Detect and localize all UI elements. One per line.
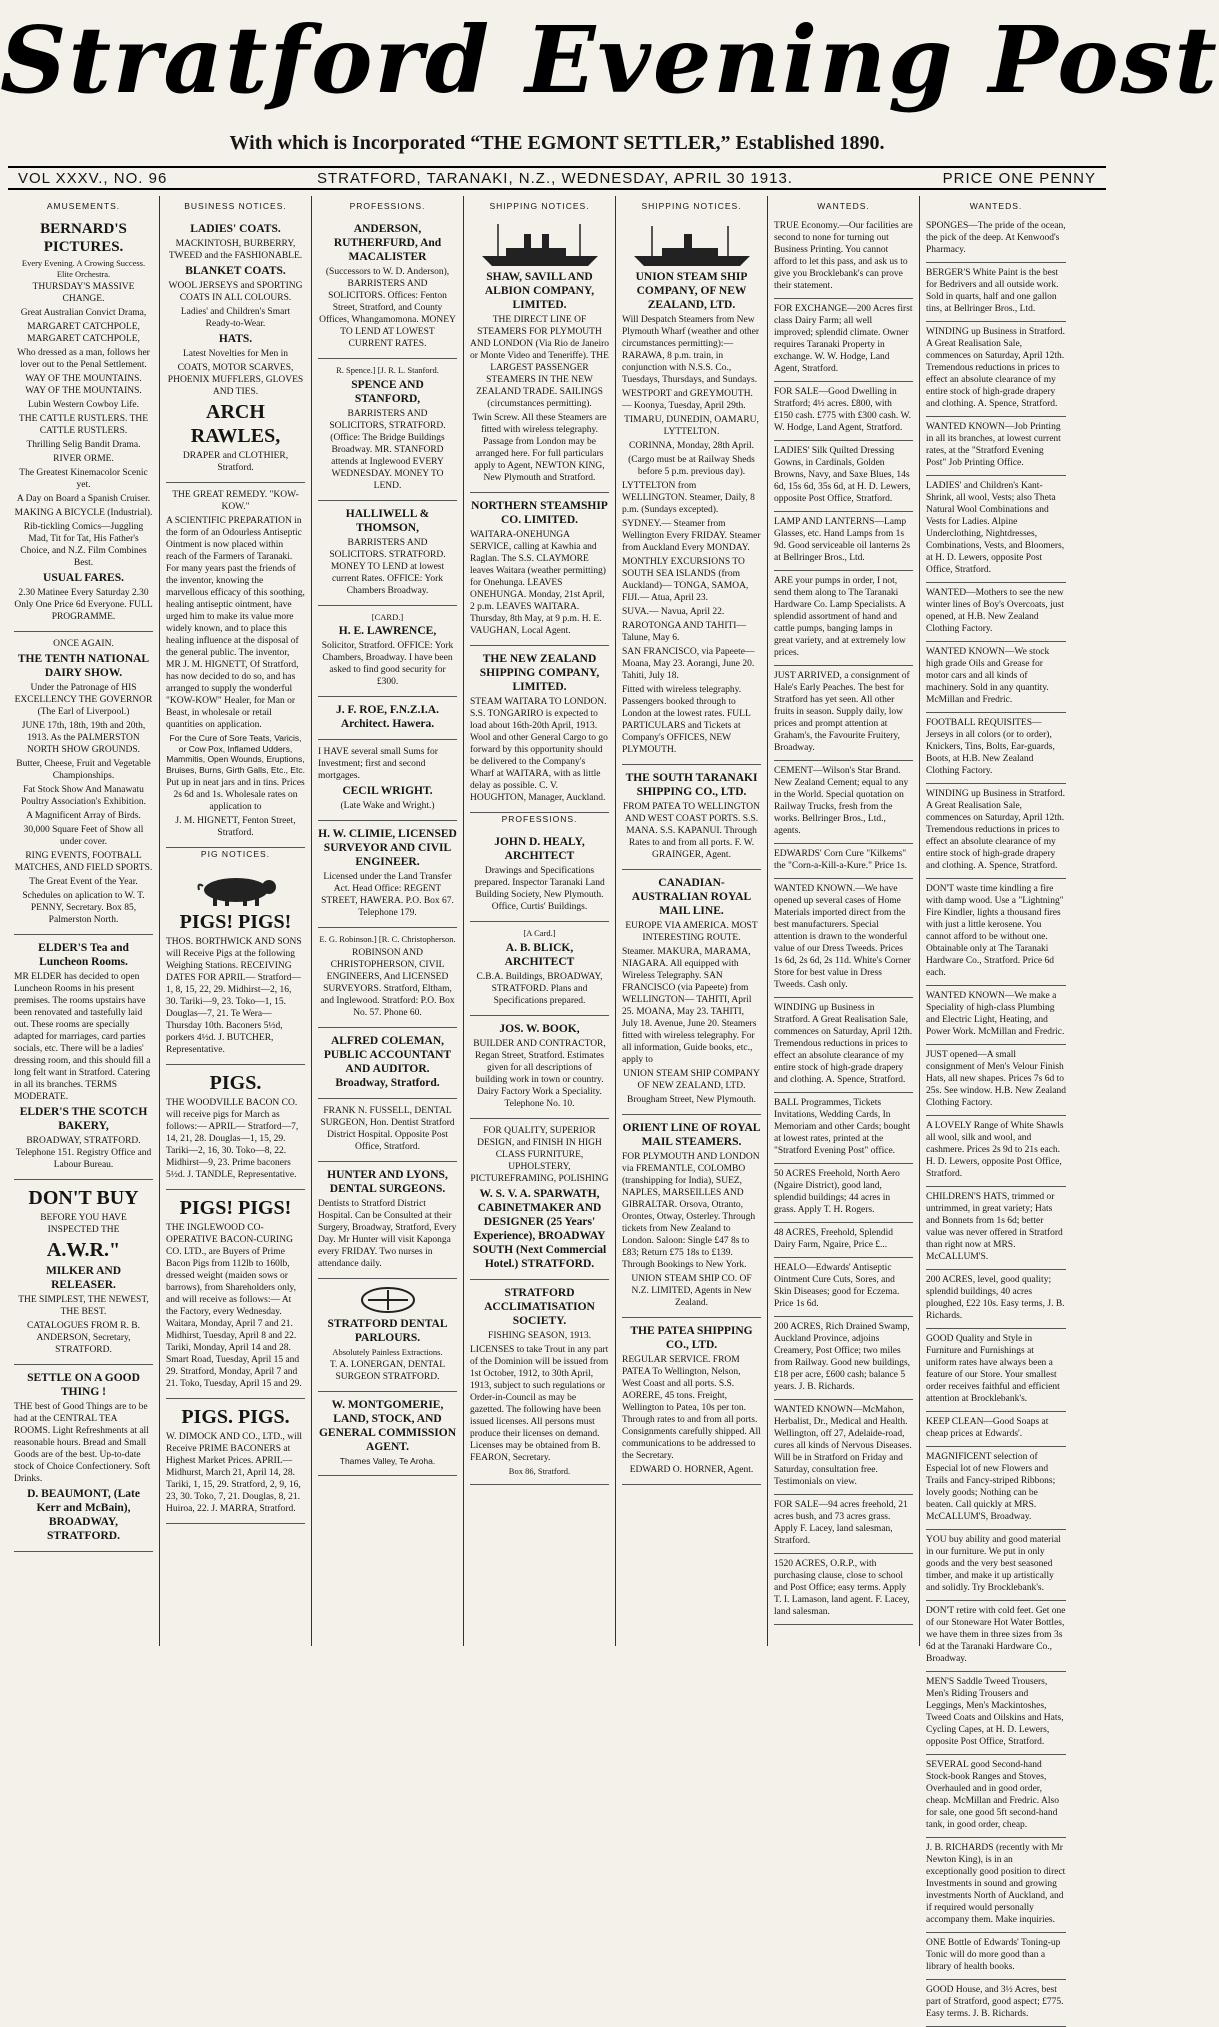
ad-title: THE NEW ZEALAND SHIPPING COMPANY, LIMITED.	[479, 653, 600, 693]
ad-canadian-australian	[622, 870, 761, 1115]
ad-orient-line	[622, 1115, 761, 1318]
classified: A LOVELY Range of White Shawls all wool, silk and wool, and cashmere. Prices 2s 9d to 21s each. H. D. Lewers, opposite Post Office, Stratford.	[926, 1116, 1066, 1187]
ad-northern-steamship	[470, 493, 609, 646]
ad-text: FOR PLYMOUTH AND LONDON via FREMANTLE, COLOMBO (transhipping for India), SUEZ, NAPLES, MARSEILLES AND GIBRALTAR. Orsova, Otranto, Orontes, Otway, Osterley. Through tickets from New Zealand to London. Saloon: Single £47 8s to £83; Return £75 18s to £139. Through Bookings to New York.	[622, 1152, 760, 1270]
ad-robinson	[318, 928, 457, 1028]
classified: MEN'S Saddle Tweed Trousers, Men's Riding Trousers and Leggings, Men's Mackintoshes, Tweed Coats and Oilskins and Hats, Cycling Capes, at H. D. Lewers, opposite Post Office, Stratford.	[926, 1672, 1066, 1755]
ad-text: SYDNEY.— Steamer from Wellington Every FRIDAY. Steamer from Auckland Every MONDAY.	[622, 519, 761, 553]
ad-title: A. B. BLICK, ARCHITECT	[504, 941, 575, 968]
ad-coleman	[318, 1028, 457, 1099]
column-header: WANTEDS.	[817, 201, 870, 211]
ad-text: I HAVE several small Sums for Investment; first and second mortgages.	[318, 747, 438, 781]
classified: WANTED—Mothers to see the new winter lines of Boy's Overcoats, just opened, at H.B. New Zealand Clothing Factory.	[926, 583, 1066, 642]
ad-text: Will Despatch Steamers from New Plymouth Wharf (weather and other circumstances permitting):— RARAWA, 8 p.m. train, in conjunction with N.S.S. Co., Tuesdays, Thursdays, and Sundays.	[622, 315, 760, 385]
ad-text: THE WOODVILLE BACON CO. will receive pigs for March as follows:— APRIL— Stratford—7, 14, 21, 28. Douglas—1, 15, 29. Tariki—2, 16, 30. Toko—8, 22. Midhirst—9, 23. Prime baconers 5½d. J. TANDLE, Representative.	[166, 1098, 299, 1180]
column-header: SHIPPING NOTICES.	[489, 201, 590, 211]
ad-woodville-bacon	[166, 1065, 305, 1190]
ad-text: CATALOGUES FROM R. B. ANDERSON, Secretary, STRATFORD.	[27, 1321, 140, 1355]
ad-text: 2.30 Matinee Every Saturday 2.30 Only One Price 6d Everyone. FULL PROGRAMME.	[14, 588, 153, 622]
ad-fussell	[318, 1099, 457, 1162]
ad-title: SPENCE AND STANFORD,	[351, 378, 424, 405]
ad-title: ARCH RAWLES,	[190, 401, 281, 447]
column-shipping-1	[464, 196, 616, 1646]
ad-text: D. BEAUMONT, (Late Kerr and McBain), BROADWAY, STRATFORD.	[27, 1488, 140, 1542]
classified: EDWARDS' Corn Cure "Kilkems" the "Corn-a-Kill-a-Kure." Price 1s.	[774, 844, 913, 879]
ad-title: W. MONTGOMERIE, LAND, STOCK, AND GENERAL COMMISSION AGENT.	[318, 1399, 457, 1453]
ad-text: RING EVENTS, FOOTBALL MATCHES, AND FIELD SPORTS.	[14, 851, 153, 873]
dateline	[8, 166, 1106, 190]
ad-text: Under the Patronage of HIS EXCELLENCY THE GOVERNOR (The Earl of Liverpool.)	[14, 683, 153, 717]
classified: JUST ARRIVED, a consignment of Hale's Early Peaches. The best for Stratford has yet seen. All other fruits in season. Supply daily, low prices and prompt attention at Graham's, the Favourite Fruitery, Broadway.	[774, 666, 913, 761]
crest-illustration	[328, 1285, 448, 1315]
ad-title: W. S. V. A. SPARWATH, CABINETMAKER AND DESIGNER (25 Years' Experience), BROADWAY SOUTH (Next Commercial Hotel.) STRATFORD.	[472, 1187, 607, 1270]
column-shipping-2	[616, 196, 768, 1646]
classified: WINDING up Business in Stratford. A Great Realisation Sale, commences on Saturday, April 12th. Tremendous reductions in prices to effect an absolute clearance of my entire stock of high-grade drapery and clothing. A. Spence, Stratford.	[774, 998, 913, 1093]
ad-title: SETTLE ON A GOOD THING !	[27, 1372, 140, 1398]
ad-text: A SCIENTIFIC PREPARATION in the form of an Odourless Antiseptic Ointment is now placed within reach of the Farmers of Taranaki. For many years past the friends of the inventor, knowing the marvellous efficacy of this soothing, healing antiseptic ointment, have urged him to make its value more widely known, and to place this healing influence at the disposal of the general public. The inventor, MR J. M. HIGNETT, Of Stratford, has now decided to do so, and has arranged to supply the wonderful "KOW-KOW" Healer, for Man or Beast, in wholesale or retail quantities on application.	[166, 516, 305, 730]
ad-title: SHAW, SAVILL AND ALBION COMPANY, LIMITED.	[484, 271, 595, 311]
ad-title: PIGS! PIGS!	[179, 1197, 292, 1219]
classified: 200 ACRES, level, good quality; splendid buildings, 40 acres ploughed, £22 10s. Easy terms, J. B. Richards.	[926, 1270, 1066, 1329]
ad-text: Schedules on aplication to W. T. PENNY, Secretary. Box 85, Palmerston North.	[22, 891, 145, 925]
ad-text: The Great Event of the Year.	[29, 877, 138, 887]
ad-text: J. M. HIGNETT, Fenton Street, Stratford.	[175, 816, 296, 838]
ad-nz-shipping	[470, 646, 609, 813]
ad-text: SUVA.— Navua, April 22.	[622, 607, 725, 617]
ad-text: [CARD.]	[371, 611, 404, 622]
ad-text: DRAPER and CLOTHIER, Stratford.	[182, 451, 289, 473]
ad-bernards-pictures	[14, 216, 153, 632]
ad-text: [A Card.]	[523, 928, 556, 938]
classified: BALL Programmes, Tickets Invitations, Wedding Cards, In Memoriam and other Cards; bought at lowest rates, printed at the "Stratford Evening Post" office.	[774, 1093, 913, 1164]
classified: WANTED KNOWN—We make a Speciality of high-class Plumbing and Electric Light, Heating, and Power Work. McMillan and Fredric.	[926, 986, 1066, 1045]
column-header: PROFESSIONS.	[349, 201, 426, 211]
ad-text: WESTPORT and GREYMOUTH.— Koonya, Tuesday, April 29th.	[622, 389, 753, 411]
ad-title: STRATFORD ACCLIMATISATION SOCIETY.	[484, 1286, 595, 1327]
ad-text: A Day on Board a Spanish Cruiser.	[16, 494, 151, 504]
steamship-illustration	[628, 222, 756, 268]
classified: WINDING up Business in Stratford. A Great Realisation Sale, commences on Saturday, April 12th. Tremendous reductions in prices to effect an absolute clearance of my entire stock of high-grade drapery and clothing. A. Spence, Stratford.	[926, 784, 1066, 879]
ad-text: SAN FRANCISCO, via Papeete— Moana, May 23. Aorangi, June 20. Tahiti, July 18.	[622, 647, 755, 681]
ad-dairy-show	[14, 632, 153, 935]
classified: GOOD Quality and Style in Furniture and Furnishings at uniform rates have always been a feature of our Store. Your smallest order receives faithful and efficient attention at Brocklebank's.	[926, 1329, 1066, 1412]
ad-text: LYTTELTON from WELLINGTON. Steamer, Daily, 8 p.m. (Sundays excepted).	[622, 481, 755, 515]
ad-text: UNION STEAM SHIP CO. OF N.Z. LIMITED, Agents in New Zealand.	[631, 1274, 752, 1308]
place-date: STRATFORD, TARANAKI, N.Z., WEDNESDAY, APRIL 30 1913.	[316, 169, 793, 187]
ad-text: (Cargo must be at Railway Sheds before 5 p.m. previous day).	[628, 455, 755, 477]
ad-text: (Successors to W. D. Anderson), BARRISTERS AND SOLICITORS. Offices: Fenton Street, Stratford, and County Offices, Whangamomona. MONEY TO LEND AT LOWEST CURRENT RATES.	[319, 267, 456, 349]
ad-text: STEAM WAITARA TO LONDON. S.S. TONGARIRO is expected to load about 16th-20th April, 1913. Wool and other General Cargo to go forward by this opportunity should be delivered to the Company's Wharf at WAITARA, with as little delay as possible. C. V. HOUGHTON, Manager, Auckland.	[470, 697, 608, 803]
ad-text: LICENSES to take Trout in any part of the Dominion will be issued from 1st October, 1912, to 30th April, 1913, subject to such regulations or Order-in-Council as may be gazetted. The following have been issued licenses. All persons must produce their licenses on demand. Licenses may be obtained from B. FEARON, Secretary.	[470, 1344, 609, 1463]
ad-title: THE PATEA SHIPPING CO., LTD.	[630, 1325, 753, 1351]
ad-dental-parlours	[318, 1279, 457, 1393]
ad-text: 30,000 Square Feet of Show all under cover.	[23, 825, 144, 847]
ad-text: Lubin Western Cowboy Life.	[28, 400, 139, 410]
column-wanteds-2	[920, 196, 1072, 2019]
ad-title: UNION STEAM SHIP COMPANY, OF NEW ZEALAND, LTD.	[635, 271, 748, 311]
classified: ONE Bottle of Edwards' Toning-up Tonic will do more good than a library of health books.	[926, 1933, 1066, 1980]
ad-title: ORIENT LINE OF ROYAL MAIL STEAMERS.	[622, 1122, 761, 1148]
ad-text: Licensed under the Land Transfer Act. Head Office: REGENT STREET, HAWERA. P.O. Box 67. Telephone 179.	[321, 872, 454, 918]
ad-title: JOS. W. BOOK,	[499, 1022, 580, 1035]
classified: BERGER'S White Paint is the best for Bedrivers and all outside work. Sold in quarts, half and one gallon tins, at Bellringer Bros., Ltd.	[926, 263, 1066, 322]
newspaper-title: Stratford Evening Post	[0, 6, 1219, 114]
steamship-illustration	[476, 222, 604, 268]
ad-title: CECIL WRIGHT.	[342, 785, 433, 797]
ad-patea-shipping	[622, 1318, 761, 1485]
ad-text: E. G. Robinson.] [R. C. Christopherson.	[319, 934, 456, 944]
ad-text: ELDER'S THE SCOTCH BAKERY,	[19, 1106, 148, 1132]
ad-text: Rib-tickling Comics—Juggling Mad, Tit for Tat, His Father's Choice, and N.Z. Film Combines Best.	[20, 522, 147, 568]
ad-text: BARRISTERS AND SOLICITORS, STRATFORD. (Office: The Bridge Buildings Broadway. MR. STANFORD attends at Inglewood EVERY WEDNESDAY. MONEY TO LEND.	[329, 408, 446, 491]
ad-text: Great Australian Convict Drama,	[20, 308, 147, 318]
ad-text: R. Spence.] [J. R. L. Stanford.	[336, 365, 439, 375]
classified: LADIES' and Children's Kant-Shrink, all wool, Vests; also Theta Natural Wool Combinations and Vests for Ladies. Alpine Underclothing, Nightdresses, Combinations, Vests, and Bloomers, at H. D. Lewers, opposite Post Office, Stratford.	[926, 476, 1066, 583]
classified: CHILDREN'S HATS, trimmed or untrimmed, in great variety; Hats and Bonnets from 1s 6d; better value was never offered in Stratford than right now at MRS. McCALLUM'S.	[926, 1187, 1066, 1270]
classified: 200 ACRES, Rich Drained Swamp, Auckland Province, adjoins Creamery, Post Office; two miles from Railway. Good new buildings, £18 per acre, £600 cash; balance 5 years. J. B. Richards.	[774, 1317, 913, 1400]
ad-text: Every Evening. A Crowing Success. Elite Orchestra.	[21, 258, 146, 279]
ad-text: WAITARA-ONEHUNGA SERVICE, calling at Kawhia and Raglan. The S.S. CLAYMORE leaves Waitara (weather permitting) for Onehunga. LEAVES ONEHUNGA. Monday, 21st April, 2 p.m. LEAVES WAITARA. Thursday, 8th May, at 9 p.m. H. E. VAUGHAN, Local Agent.	[470, 530, 606, 636]
ad-healy	[470, 829, 609, 922]
ad-text: BUILDER AND CONTRACTOR, Regan Street, Stratford. Estimates given for all descriptions of building work in town or country. Dairy Factory Work a Speciality. Telephone No. 10.	[473, 1038, 606, 1109]
pig-illustration	[181, 870, 291, 908]
ad-text: BEFORE YOU HAVE INSPECTED THE	[40, 1213, 127, 1235]
column-header: WANTEDS.	[969, 201, 1023, 211]
ad-text: COATS, MOTOR SCARVES, PHOENIX MUFFLERS, GLOVES AND TIES.	[167, 363, 304, 397]
ad-text: EDWARD O. HORNER, Agent.	[629, 1465, 754, 1475]
classified: LADIES' Silk Quilted Dressing Gowns, in Cardinals, Golden Browns, Navy, and Saxe Blues, 14s 6d, 15s 6d, 35s 6d, at H. D. Lewers, opposite Post Office, Stratford.	[774, 441, 913, 512]
ad-text: FOR QUALITY, SUPERIOR DESIGN, and FINISH IN HIGH CLASS FURNITURE, UPHOLSTERY, PICTUREFRAMING, POLISHING	[470, 1125, 609, 1184]
classified: WANTED KNOWN.—We have opened up several cases of Home Materials imported direct from the best manufacturers. Special attention is drawn to the wonderful value of our Dress Tweeds. Prices 1s 6d, 2s 6d, 2s 11d. White's Corner Store for best value in Dress Tweeds. Cash only.	[774, 879, 913, 998]
classified: J. B. RICHARDS (recently with Mr Newton King), is in an exceptionally good position to direct Investments in sound and growing investments North of Auckland, and if required would personally accompany them. Make inquiries.	[926, 1838, 1066, 1933]
ad-hunter-lyons	[318, 1162, 457, 1279]
ad-acclimatisation	[470, 1280, 609, 1486]
ad-title: ELDER'S Tea and Luncheon Rooms.	[38, 942, 129, 968]
ad-text: MILKER AND RELEASER.	[45, 1265, 122, 1291]
ad-title: THE TENTH NATIONAL DAIRY SHOW.	[17, 653, 150, 679]
ad-lawrence	[318, 606, 457, 698]
column-header: AMUSEMENTS.	[46, 201, 121, 211]
ad-title: H. E. LAWRENCE,	[338, 625, 437, 637]
classified: MAGNIFICENT selection of Especial lot of new Flowers and Trails and Fancy-striped Ribbons; lovely goods; Nothing can be beaten. Call quickly at MRS. McCALLUM'S, Broadway.	[926, 1447, 1066, 1530]
classified: WANTED KNOWN—Job Printing in all its branches, at lowest current rates, at the "Stratford Evening Post" Job Printing Office.	[926, 417, 1066, 476]
ad-blick	[470, 922, 609, 1016]
ad-central-tea-rooms	[14, 1365, 153, 1552]
columns	[8, 196, 1106, 2019]
ad-borthwick-pigs	[166, 864, 305, 1065]
ad-text: THE CATTLE RUSTLERS. THE CATTLE RUSTLERS.	[18, 414, 149, 436]
ad-title: J. F. ROE, F.N.Z.I.A. Architect. Hawera.	[336, 704, 439, 730]
ad-title: STRATFORD DENTAL PARLOURS.	[327, 1317, 448, 1344]
ad-text: Box 86, Stratford.	[508, 1465, 571, 1476]
ad-title: THE GREAT REMEDY. "KOW-KOW."	[172, 490, 299, 512]
classified: YOU buy ability and good material in our furniture. We put in only goods and the very best seasoned timber, and make it up artistically and solidly. Try Brocklebank's.	[926, 1530, 1066, 1601]
ad-title: DON'T BUY	[28, 1187, 139, 1209]
ad-title: ANDERSON, RUTHERFURD, And MACALISTER	[333, 223, 442, 263]
ad-text: Twin Screw. All these Steamers are fitted with wireless telegraphy. Passage from London may be arranged here. For full particulars apply to Agent, NEWTON KING, New Plymouth and Stratford.	[472, 413, 607, 483]
column-header: PIG NOTICES.	[200, 849, 271, 859]
classified: 48 ACRES, Freehold, Splendid Dairy Farm, Ngaire, Price £...	[774, 1223, 913, 1258]
ad-book	[470, 1016, 609, 1119]
classified: KEEP CLEAN—Good Soaps at cheap prices at Edwards'.	[926, 1412, 1066, 1447]
classified: FOR SALE—Good Dwelling in Stratford; 4½ acres. £800, with £150 cash. £775 with £300 cash. W. W. Hodge, Land Agent, Stratford.	[774, 382, 913, 441]
classified: FOOTBALL REQUISITES—Jerseys in all colors (or to order), Knickers, Tins, Bolts, Ear-guards, Boots, at H.B. New Zealand Clothing Factory.	[926, 713, 1066, 784]
classified: ARE your pumps in order, I not, send them along to The Taranaki Hardware Co. Lamp Specialists. A splendid assortment of hand and cattle pumps, banging lamps in great variety, and at extremely low prices.	[774, 571, 913, 666]
classified: CEMENT—Wilson's Star Brand. New Zealand Cement; equal to any in the World. Special quotation on Railway Trucks, fresh from the works. Bellringer Bros., Ltd., agents.	[774, 761, 913, 844]
ad-text: JUNE 17th, 18th, 19th and 20th, 1913. As the PALMERSTON NORTH SHOW GROUNDS.	[21, 721, 146, 755]
ad-text: Butter, Cheese, Fruit and Vegetable Championships.	[16, 759, 151, 781]
ad-text: Steamer. MAKURA, MARAMA, NIAGARA. All equipped with Wireless Telegraphy. SAN FRANCISCO (via Papeete) from WELLINGTON— TAHITI, April 25. MOANA, May 23. TAHITI, July 18. Avenue, June 20. Steamers fitted with wireless telegraphy. For all information, Guide books, etc., apply to	[622, 947, 757, 1065]
classified: DON'T retire with cold feet. Get one of our Stoneware Hot Water Bottles, we have them in three sizes from 3s 6d at the Taranaki Hardware Co., Broadway.	[926, 1601, 1066, 1672]
ad-text: MONTHLY EXCURSIONS TO SOUTH SEA ISLANDS (from Auckland)— TONGA, SAMOA, FIJI.— Atua, April 23.	[622, 557, 749, 603]
ad-text: MARGARET CATCHPOLE, MARGARET CATCHPOLE,	[27, 322, 140, 344]
classified: FOR EXCHANGE—200 Acres first class Dairy Farm; all well improved; splendid climate. Owner requires Taranaki Property in exchange. W. W. Hodge, Land Agent, Stratford.	[774, 299, 913, 382]
ad-text: THURSDAY'S MASSIVE CHANGE.	[32, 282, 135, 304]
ad-kow-kow	[166, 483, 305, 848]
ad-text: MAKING A BICYCLE (Industrial).	[14, 508, 153, 518]
classified: WANTED KNOWN—McMahon, Herbalist, Dr., Medical and Health. Wellington, off 27, Adelaide-road, cures all kinds of Nervous Diseases. Will be in Stratford on Friday and Saturday, consultation free. Testimonials on view.	[774, 1400, 913, 1495]
ad-text: RIVER ORME.	[53, 454, 114, 464]
classified: 1520 ACRES, O.R.P., with purchasing clause, close to school and Post Office; easy terms. Apply T. I. Lamason, land agent. F. Lacey, land salesman.	[774, 1554, 913, 1625]
ad-text: THOS. BORTHWICK AND SONS will Receive Pigs at the following Weighing Stations. RECEIVING DATES FOR APRIL— Stratford—1, 8, 15, 22, 29. Midhirst—2, 16, 30. Tariki—9, 23. Toko—1, 15. Douglas—7, 21. Te Wera—Thursday 10th. Baconers 5½d, porkers 4½d. J. BUTCHER, Representative.	[166, 937, 302, 1055]
ad-south-taranaki-shipping	[622, 765, 761, 870]
ad-text: Fitted with wireless telegraphy. Passengers booked through to London at the lowest rates. FULL PARTICULARS and Tickets at Company's OFFICES, NEW PLYMOUTH.	[622, 685, 751, 755]
classified: WANTED KNOWN—We stock high grade Oils and Grease for motor cars and all kinds of machinery. Sold in any quantity. McMillan and Fredric.	[926, 642, 1066, 713]
column-amusements	[8, 196, 160, 1646]
ad-halliwell	[318, 501, 457, 606]
ad-spence-stanford	[318, 359, 457, 501]
classified: GOOD House, and 3½ Acres, best part of Stratford, good aspect; £775. Easy terms. J. B. Richards.	[926, 1980, 1066, 2027]
ad-title: PIGS.	[209, 1072, 262, 1094]
ad-title: NORTHERN STEAMSHIP CO. LIMITED.	[471, 500, 608, 526]
ad-text: FISHING SEASON, 1913.	[488, 1330, 591, 1341]
ad-cecil-wright	[318, 740, 457, 821]
classified: JUST opened—A small consignment of Men's Velour Finish Hats, all new shapes. Prices 7s 6d to 25s. See window. H.B. New Zealand Clothing Factory.	[926, 1045, 1066, 1116]
price: PRICE ONE PENNY	[942, 169, 1096, 187]
ad-text: ROBINSON AND CHRISTOPHERSON, CIVIL ENGINEERS, And LICENSED SURVEYORS. Stratford, Eltham, and Inglewood. Stratford: P.O. Box No. 57. Phone 60.	[320, 947, 455, 1018]
ad-title: BLANKET COATS.	[185, 265, 286, 277]
classified: WINDING up Business in Stratford. A Great Realisation Sale, commences on Saturday, April 12th. Tremendous reductions in prices to effect an absolute clearance of my entire stock of high-grade drapery and clothing. A. Spence, Stratford.	[926, 322, 1066, 417]
ad-anderson	[318, 216, 457, 359]
classified: LAMP AND LANTERNS—Lamp Glasses, etc. Hand Lamps from 1s 9d. Good serviceable oil lanterns 2s at Bellringer Bros., Ltd.	[774, 512, 913, 571]
masthead-subtitle: With which is Incorporated “THE EGMONT SETTLER,” Established 1890.	[229, 132, 885, 154]
ad-text: The Greatest Kinemacolor Scenic yet.	[19, 468, 148, 490]
ad-text: Absolutely Painless Extractions.	[332, 1346, 443, 1357]
ad-text: ONCE AGAIN.	[53, 639, 114, 649]
ad-text: FROM PATEA TO WELLINGTON AND WEST COAST PORTS. S.S. MANA. S.S. KAPANUI. Through Rates to and from all ports. F. W. GRAINGER, Agent.	[623, 802, 760, 860]
ad-dimock-pigs	[166, 1399, 305, 1524]
ad-title: FRANK N. FUSSELL, DENTAL SURGEON, Hon. Dentist Stratford District Hospital. Opposite Post Office, Stratford.	[320, 1105, 455, 1152]
ad-text: Ladies' and Children's Smart Ready-to-Wear.	[180, 307, 291, 329]
column-professions	[312, 196, 464, 1646]
masthead	[0, 0, 1219, 154]
ad-text: BARRISTERS AND SOLICITORS. STRATFORD. MONEY TO LEND at lowest current Rates. OFFICE: York Chambers Broadway.	[329, 537, 446, 596]
column-header: PROFESSIONS.	[501, 814, 578, 824]
ad-text: MR ELDER has decided to open Luncheon Rooms in his present premises. The rooms upstairs have been renovated and tastefully laid out. These rooms are specially adapted for marriages, card parties socials, etc. There will be a ladies' dressing room, and this should fill a long felt want in Stratford. Catering in all its branches. TERMS MODERATE.	[14, 972, 151, 1102]
ad-title: JOHN D. HEALY, ARCHITECT	[494, 836, 585, 862]
ad-text: USUAL FARES.	[43, 572, 124, 584]
ad-title: HATS.	[218, 333, 253, 345]
ad-text: WAY OF THE MOUNTAINS. WAY OF THE MOUNTAINS.	[25, 374, 142, 396]
ad-text: MACKINTOSH, BURBERRY, TWEED and the FASHIONABLE.	[168, 239, 303, 261]
ad-text: UNION STEAM SHIP COMPANY OF NEW ZEALAND, LTD.	[623, 1069, 760, 1091]
column-header: BUSINESS NOTICES.	[184, 201, 287, 211]
ad-text: THE SIMPLEST, THE NEWEST, THE BEST.	[18, 1295, 149, 1317]
ad-union-steam-ship	[622, 216, 761, 765]
ad-roe	[318, 697, 457, 740]
ad-title: ALFRED COLEMAN, PUBLIC ACCOUNTANT AND AUDITOR. Broadway, Stratford.	[323, 1034, 452, 1089]
ad-text: Fat Stock Show And Manawatu Poultry Association's Exhibition.	[21, 785, 146, 807]
ad-text: For the Cure of Sore Teats, Varicis, or Cow Pox, Inflamed Udders, Mammitis, Open Wounds, Eruptions, Bruises, Burns, Girth Galls, Etc., Etc.	[166, 733, 305, 775]
ad-text: THE INGLEWOOD CO-OPERATIVE BACON-CURING CO. LTD., are Buyers of Prime Bacon Pigs from 112lb to 160lb, dressed weight (maiden sows or barrows), from Shareholders only, and will receive as follows:— At the Factory, every Wednesday. Waitara, Monday, April 7 and 21. Midhirst, Tuesday, April 8 and 22. Tariki, Monday, April 14 and 28. Smart Road, Tuesday, April 15 and 29. Stratford, Monday, April 7 and 21. Toko, Tuesday, April 15 and 29.	[166, 1223, 302, 1389]
ad-text: CORINNA, Monday, 28th April.	[629, 441, 754, 451]
ad-text: C.B.A. Buildings, BROADWAY, STRATFORD. Plans and Specifications prepared.	[476, 971, 603, 1006]
ad-text: Thrilling Selig Bandit Drama.	[26, 440, 141, 450]
ad-shaw-savill	[470, 216, 609, 493]
classified: SPONGES—The pride of the ocean, the pick of the deep. At Kenwood's Pharmacy.	[926, 216, 1066, 263]
ad-text: Latest Novelties for Men in	[182, 349, 288, 359]
ad-inglewood-bacon	[166, 1190, 305, 1399]
ad-text: EUROPE VIA AMERICA. MOST INTERESTING ROUTE.	[625, 921, 758, 943]
ad-text: TIMARU, DUNEDIN, OAMARU, LYTTELTON.	[624, 415, 759, 437]
ad-text: Drawings and Specifications prepared. Inspector Taranaki Land Building Society, New Plymouth. Office, Curtis' Buildings.	[474, 866, 605, 912]
ad-title: A.W.R."	[46, 1239, 121, 1261]
classified: SEVERAL good Second-hand Stock-book Ranges and Stoves, Overhauled and in good order, cheap. McMillan and Fredric. Also for sale, one good 5ft second-hand tank, in good order, cheap.	[926, 1755, 1066, 1838]
classified: 50 ACRES Freehold, North Aero (Ngaire District), good land, splendid buildings; 44 acres in grass. Apply T. H. Rogers.	[774, 1164, 913, 1223]
column-business-notices	[160, 196, 312, 1646]
ad-text: BROADWAY, STRATFORD. Telephone 151. Registry Office and Labour Bureau.	[15, 1136, 152, 1170]
ad-text: RAROTONGA AND TAHITI— Talune, May 6.	[622, 621, 746, 643]
ad-text: Dentists to Stratford District Hospital. Can be Consulted at their Surgery, Broadway, Stratford, Every Day. Mr Hunter will visit Kaponga every FRIDAY. Two nurses in attendance daily.	[318, 1198, 457, 1269]
classified: HEALO—Edwards' Antiseptic Ointment Cure Cuts, Sores, and Skin Diseases; good for Eczema. Price 1s 6d.	[774, 1258, 913, 1317]
column-header: SHIPPING NOTICES.	[641, 201, 742, 211]
ad-text: Solicitor, Stratford. OFFICE: York Chambers, Broadway. I have been asked to find good security for £300.	[321, 641, 454, 687]
ad-title: H. W. CLIMIE, LICENSED SURVEYOR AND CIVIL ENGINEER.	[318, 828, 457, 868]
classified: TRUE Economy.—Our facilities are second to none for turning out Business Printing. You cannot afford to let this pass, and ask us to give you Brocklebank's can prove their statement.	[774, 216, 913, 299]
ad-text: W. DIMOCK AND CO., LTD., will Receive PRIME BACONERS at Highest Market Prices. APRIL— Midhurst, March 21, April 14, 28. Tariki, 1, 15, 29. Stratford, 2, 9, 16, 23, 30. Toko, 7, 21. Douglas, 8, 21. Huiroa, 22. J. MARRA, Stratford.	[166, 1432, 303, 1514]
classified: DON'T waste time kindling a fire with damp wood. Use a "Lightning" Fire Kindler, lights a thousand fires with just a little kerosene. You cannot afford to be without one. Obtainable only at The Taranaki Hardware Co., Stratford. Price 6d each.	[926, 879, 1066, 986]
ad-text: THE DIRECT LINE OF STEAMERS FOR PLYMOUTH AND LONDON (Via Rio de Janeiro or Monte Video and Teneriffe). THE LARGEST PASSENGER STEAMERS IN THE NEW ZEALAND TRADE. SAILINGS (circumstances permitting).	[470, 315, 609, 409]
ad-text: REGULAR SERVICE. FROM PATEA To Wellington, Nelson, West Coast and all ports. S.S. AORERE, 45 tons. Freight, Wellington to Patea, 10s per ton. Through rates to and from all ports. Consignments carefully shipped. All communications to be addressed to the Secretary.	[622, 1355, 761, 1461]
ad-text: Who dressed as a man, follows her lover out to the Penal Settlement.	[17, 348, 150, 370]
ad-text: Put up in neat jars and in tins. Prices 2s 6d and 1s. Wholesale rates on application to	[166, 778, 305, 812]
ad-title: LADIES' COATS.	[190, 223, 281, 235]
ad-title: CANADIAN-AUSTRALIAN ROYAL MAIL LINE.	[631, 877, 752, 917]
ad-title: THE SOUTH TARANAKI SHIPPING CO., LTD.	[625, 772, 758, 798]
ad-montgomerie	[318, 1392, 457, 1476]
ad-awr-milker	[14, 1180, 153, 1365]
ad-text: A Magnificent Array of Birds.	[26, 811, 141, 821]
ad-title: HALLIWELL & THOMSON,	[345, 507, 430, 534]
ad-climie	[318, 821, 457, 928]
ad-sparwath	[470, 1119, 609, 1280]
volume-number: VOL XXXV., NO. 96	[18, 169, 168, 187]
ad-text: Brougham Street, New Plymouth.	[626, 1095, 757, 1105]
ad-arch-rawles	[166, 216, 305, 483]
ad-title: PIGS! PIGS!	[179, 911, 292, 933]
column-wanteds-1	[768, 196, 920, 1646]
ad-title: PIGS. PIGS.	[181, 1406, 290, 1428]
ad-text: T. A. LONERGAN, DENTAL SURGEON STRATFORD.	[329, 1360, 446, 1382]
ad-title: BERNARD'S PICTURES.	[40, 221, 127, 255]
ad-text: WOOL JERSEYS and SPORTING COATS IN ALL COLOURS.	[168, 281, 303, 303]
ad-text: THE best of Good Things are to be had at the CENTRAL TEA ROOMS. Light Refreshments at all reasonable hours. Bread and Small Goods are of the best. Up-to-date stock of Choice Confectionery. Soft Drinks.	[14, 1402, 151, 1484]
ad-title: HUNTER AND LYONS, DENTAL SURGEONS.	[327, 1168, 448, 1195]
ad-elders-tea-rooms	[14, 935, 153, 1180]
classified: FOR SALE—94 acres freehold, 21 acres bush, and 73 acres grass. Apply F. Lacey, land salesman, Stratford.	[774, 1495, 913, 1554]
ad-text: (Late Wake and Wright.)	[340, 801, 435, 811]
ad-text: Thames Valley, Te Aroha.	[339, 1456, 436, 1466]
